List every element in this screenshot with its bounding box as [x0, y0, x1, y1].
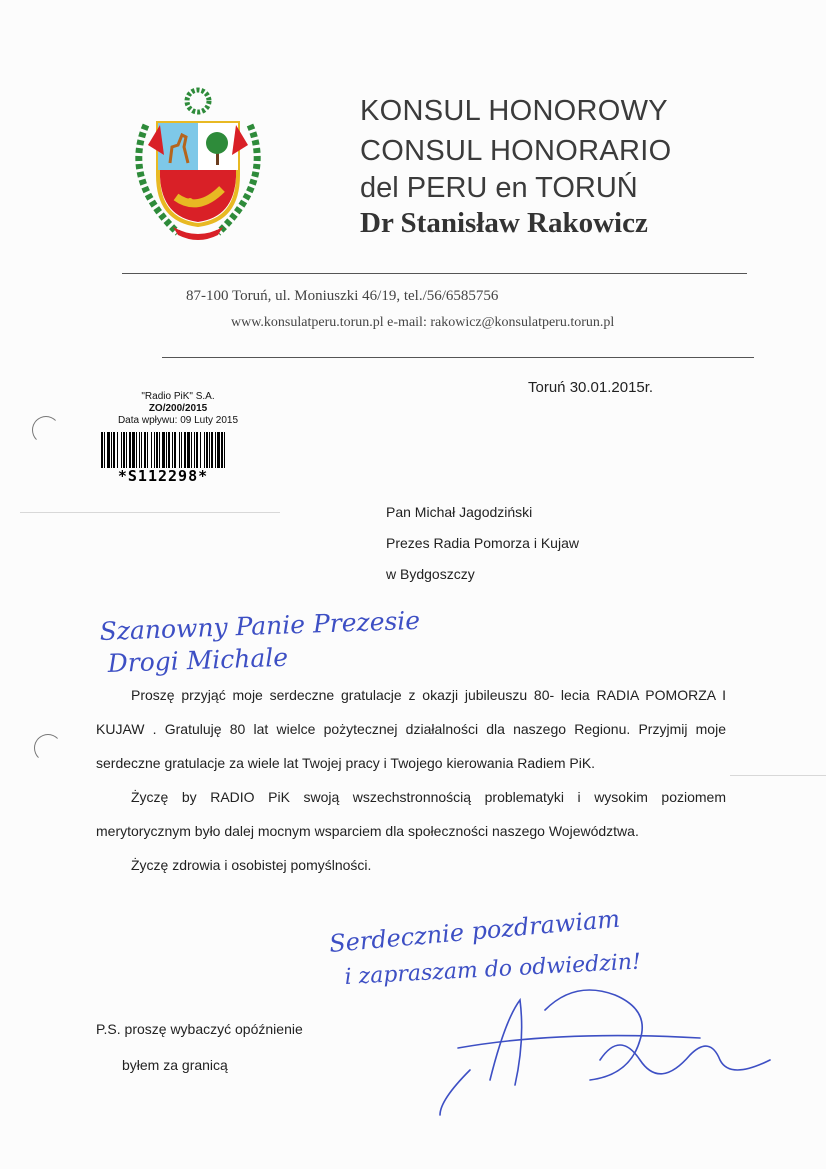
punch-hole-bottom: [34, 734, 62, 762]
header-line-3: del PERU en TORUŃ: [360, 172, 638, 204]
handwritten-closing-2: i zapraszam do odwiedzin!: [344, 949, 642, 990]
signature-icon: [440, 990, 770, 1115]
scan-line: [20, 512, 280, 513]
header-divider-bottom: [162, 357, 754, 358]
receipt-stamp: [88, 391, 268, 427]
consul-name: Dr Stanisław Rakowicz: [360, 207, 648, 239]
stamp-reference: ZO/200/2015: [148, 403, 208, 414]
body-paragraph-1: Proszę przyjąć moje serdeczne gratulacje z okazji jubileuszu 80- lecia RADIA POMORZA I KUJAW . Gratuluję 80 lat wielce pożytecznej działalności dla naszego Regionu. Przyjmij moje serdeczne gratulacje za wiele lat Twojej pracy i Twojego kierowania Radiem PiK.: [96, 687, 726, 771]
postscript-line-1: P.S. proszę wybaczyć opóźnienie: [96, 1021, 303, 1037]
header-divider-top: [122, 273, 747, 274]
letter-date: Toruń 30.01.2015r.: [528, 379, 654, 396]
address-line: 87-100 Toruń, ul. Moniuszki 46/19, tel./56/6585756: [186, 288, 499, 304]
web-email-line: www.konsulatperu.torun.pl e-mail: rakowicz@konsulatperu.torun.pl: [231, 315, 615, 330]
header-line-1: KONSUL HONOROWY: [360, 95, 668, 127]
barcode-icon: [101, 432, 226, 468]
barcode-number: *S112298*: [117, 467, 209, 485]
body-paragraph-3: Życzę zdrowia i osobistej pomyślności.: [131, 857, 372, 873]
handwritten-salutation-2: Drogi Michale: [107, 642, 289, 678]
recipient-city: w Bydgoszczy: [386, 566, 475, 582]
postscript-line-2: byłem za granicą: [122, 1057, 228, 1073]
stamp-company: "Radio PiK" S.A.: [141, 391, 215, 402]
fold-line: [730, 775, 826, 776]
handwritten-salutation-1: Szanowny Panie Prezesie: [99, 605, 421, 646]
recipient-title: Prezes Radia Pomorza i Kujaw: [386, 535, 579, 551]
recipient-name: Pan Michał Jagodziński: [386, 504, 533, 520]
header-line-2: CONSUL HONORARIO: [360, 135, 672, 167]
stamp-received-date: Data wpływu: 09 Luty 2015: [117, 415, 239, 426]
punch-hole-top: [32, 416, 60, 444]
letter-body: [96, 678, 726, 882]
body-paragraph-2: Życzę by RADIO PiK swoją wszechstronnością problematyki i wysokim poziomem merytorycznym było dalej mocnym wsparciem dla społeczności naszego Województwa.: [96, 789, 726, 839]
peru-coat-of-arms-icon: [118, 85, 278, 245]
handwritten-closing-1: Serdecznie pozdrawiam: [328, 904, 622, 958]
